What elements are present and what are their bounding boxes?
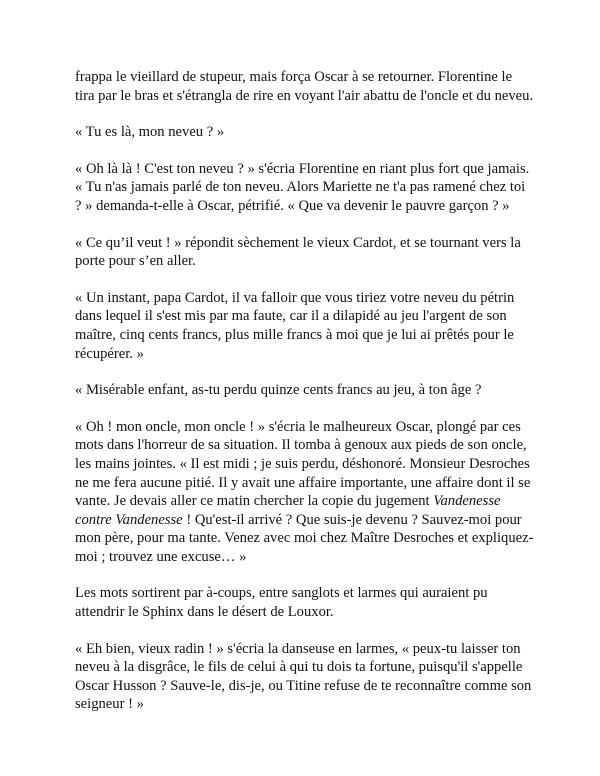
paragraph-7-start: « Oh ! mon oncle, mon oncle ! » s'écria le malheureux Oscar, plongé par ces mots dans l'horreur de sa situation. Il tomba à genoux aux pieds de son oncle, les mains jointes. « Il est midi ; je suis perdu, déshonoré. Monsieur Desroches ne me fera aucune pitié. Il y avait une affaire importante, une affaire dont il se vante. Je devais aller ce matin chercher la copie du jugement bbox=[75, 418, 531, 510]
paragraph-7-end: ! Qu'est-il arrivé ? Que suis-je devenu ? Sauvez-moi pour mon père, pour ma tante. Venez avec moi chez Maître Desroches et expliquez-moi ; trouvez une excuse… » bbox=[75, 511, 534, 565]
paragraph-1: frappa le vieillard de stupeur, mais força Oscar à se retourner. Florentine le tira par le bras et s'étrangla de rire en voyant l'air abattu de l'oncle et du neveu. bbox=[75, 69, 534, 104]
paragraph-4: « Ce qu’il veut ! » répondit sèchement le vieux Cardot, et se tournant vers la porte pour s’en aller. bbox=[75, 234, 521, 270]
paragraph-2: « Tu es là, mon neveu ? » bbox=[75, 124, 225, 141]
paragraph-5: « Un instant, papa Cardot, il va falloir que vous tiriez votre neveu du pétrin dans lequel il s'est mis par ma faute, car il a dilapidé au jeu l'argent de son maître, cinq cents francs, plus mille francs à moi que je lui ai prêtés pour le récupérer. » bbox=[75, 289, 515, 362]
paragraph-8: Les mots sortirent par à-coups, entre sanglots et larmes qui auraient pu attendrir le Sphinx dans le désert de Louxor. bbox=[75, 585, 488, 621]
paragraph-9: « Eh bien, vieux radin ! » s'écria la danseuse en larmes, « peux-tu laisser ton neveu à la disgrâce, le fils de celui à qui tu dois ta fortune, puisqu'il s'appelle Oscar Husson ? Sauve-le, dis-je, ou Titine refuse de te reconnaître comme son seigneur ! » bbox=[75, 640, 532, 713]
paragraph-6: « Misérable enfant, as-tu perdu quinze cents francs au jeu, à ton âge ? bbox=[75, 382, 482, 399]
document-page bbox=[75, 68, 535, 732]
italic-case-title: Vandenesse contre Vandenesse bbox=[75, 493, 501, 528]
paragraph-3: « Oh là là ! C'est ton neveu ? » s'écria Florentine en riant plus fort que jamais. « Tu n'as jamais parlé de ton neveu. Alors Mariette ne t'a pas ramené chez toi ? » demanda-t-elle à Oscar, pétrifié. « Que va devenir le pauvre garçon ? » bbox=[75, 160, 530, 214]
paragraph-7 bbox=[75, 418, 535, 567]
